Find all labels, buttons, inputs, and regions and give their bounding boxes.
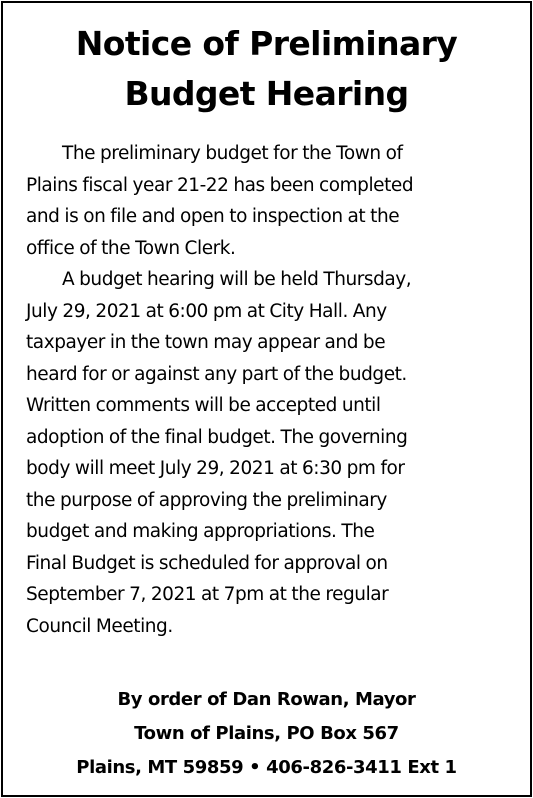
- body-line: budget and making appropriations. The: [26, 521, 375, 542]
- body-line: body will meet July 29, 2021 at 6:30 pm for: [26, 458, 405, 479]
- legal-notice: [1, 1, 532, 797]
- notice-title-line-1: Notice of Preliminary: [75, 24, 458, 63]
- body-line: July 29, 2021 at 6:00 pm at City Hall. Any: [26, 300, 387, 322]
- notice-signature: [3, 683, 530, 785]
- signature-line-mayor: By order of Dan Rowan, Mayor: [117, 689, 416, 710]
- notice-title-line-2: Budget Hearing: [124, 74, 409, 113]
- body-line: The preliminary budget for the Town of: [62, 143, 403, 164]
- body-line: office of the Town Clerk.: [26, 237, 236, 259]
- body-line: the purpose of approving the preliminary: [26, 489, 387, 511]
- notice-title: [3, 3, 530, 119]
- body-line: A budget hearing will be held Thursday,: [62, 269, 412, 290]
- signature-line-contact: Plains, MT 59859 • 406-826-3411 Ext 1: [76, 757, 457, 778]
- body-line: taxpayer in the town may appear and be: [26, 332, 386, 353]
- body-line: and is on file and open to inspection at the: [26, 206, 400, 227]
- paragraph-hearing-details: [26, 264, 519, 642]
- body-line: Final Budget is scheduled for approval on: [26, 552, 388, 574]
- body-line: adoption of the final budget. The governing: [26, 426, 408, 448]
- paragraph-budget-completed: [26, 138, 519, 264]
- body-line: heard for or against any part of the budget.: [26, 363, 407, 385]
- signature-line-address: Town of Plains, PO Box 567: [134, 723, 399, 744]
- body-line: Council Meeting.: [26, 615, 173, 637]
- body-line: Written comments will be accepted until: [26, 395, 381, 416]
- body-line: September 7, 2021 at 7pm at the regular: [26, 584, 389, 605]
- body-line: Plains fiscal year 21-22 has been completed: [26, 174, 414, 196]
- notice-body: [26, 138, 519, 642]
